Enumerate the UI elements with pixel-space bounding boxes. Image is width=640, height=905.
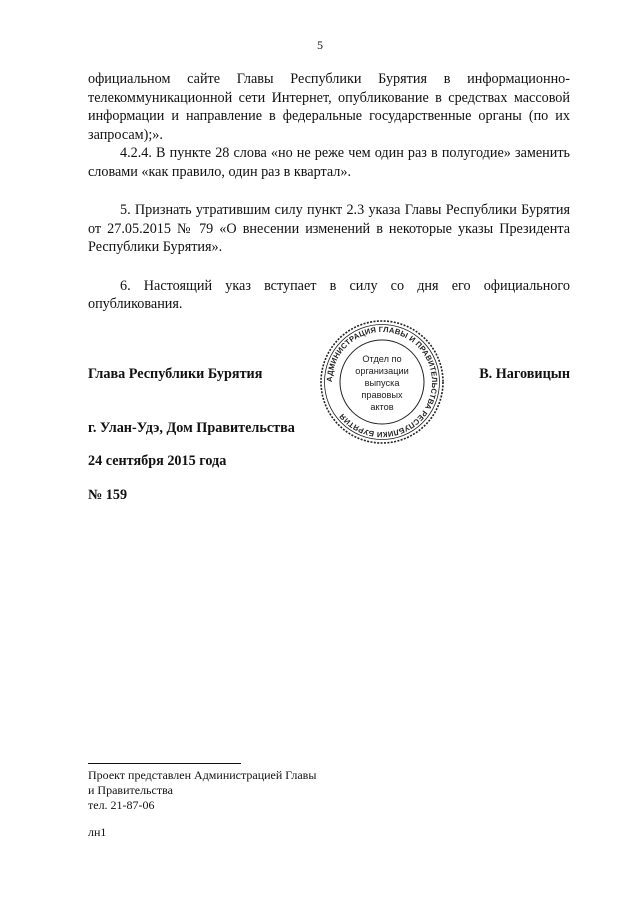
seal-center-line: актов	[370, 402, 394, 412]
seal-center-line: Отдел по	[362, 354, 402, 364]
seal-center-line: правовых	[361, 390, 403, 400]
seal-center-line: выпуска	[364, 378, 400, 388]
signing-date: 24 сентября 2015 года	[88, 453, 227, 469]
paragraph-4-2-4: 4.2.4. В пункте 28 слова «но не реже чем один раз в полугодие» заменить словами «как правило, один раз в квартал».	[88, 145, 570, 180]
page-number: 5	[317, 38, 323, 52]
document-body	[88, 70, 570, 314]
footnote-line: Проект представлен Администрацией Главы	[88, 768, 317, 782]
footnote-divider	[88, 763, 241, 764]
seal-center-line: организации	[355, 366, 409, 376]
paragraph-continuation: официальном сайте Главы Республики Бурятия в информационно-телекоммуникационной сети Интернет, опубликование в средствах массовой информации и направление в федеральные государственные органы (по их запросам);».	[88, 71, 570, 143]
footnote-line: тел. 21-87-06	[88, 798, 155, 812]
document-code: лн1	[88, 825, 107, 839]
signer-name: В. Наговицын	[479, 366, 570, 382]
decree-number: № 159	[88, 487, 128, 503]
seal-ring-text: АДМИНИСТРАЦИЯ ГЛАВЫ И ПРАВИТЕЛЬСТВА РЕСПУБЛИКИ БУРЯТИЯ	[324, 324, 440, 440]
paragraph-5: 5. Признать утратившим силу пункт 2.3 указа Главы Республики Бурятия от 27.05.2015 № 79 «О внесении изменений в некоторые указы Президента Республики Бурятия».	[88, 202, 570, 255]
footnote-line: и Правительства	[88, 783, 173, 797]
signing-place: г. Улан-Удэ, Дом Правительства	[88, 420, 295, 436]
signer-title: Глава Республики Бурятия	[88, 366, 263, 382]
footnote	[88, 768, 316, 813]
paragraph-6: 6. Настоящий указ вступает в силу со дня его официального опубликования.	[88, 277, 570, 312]
official-seal	[318, 318, 446, 446]
